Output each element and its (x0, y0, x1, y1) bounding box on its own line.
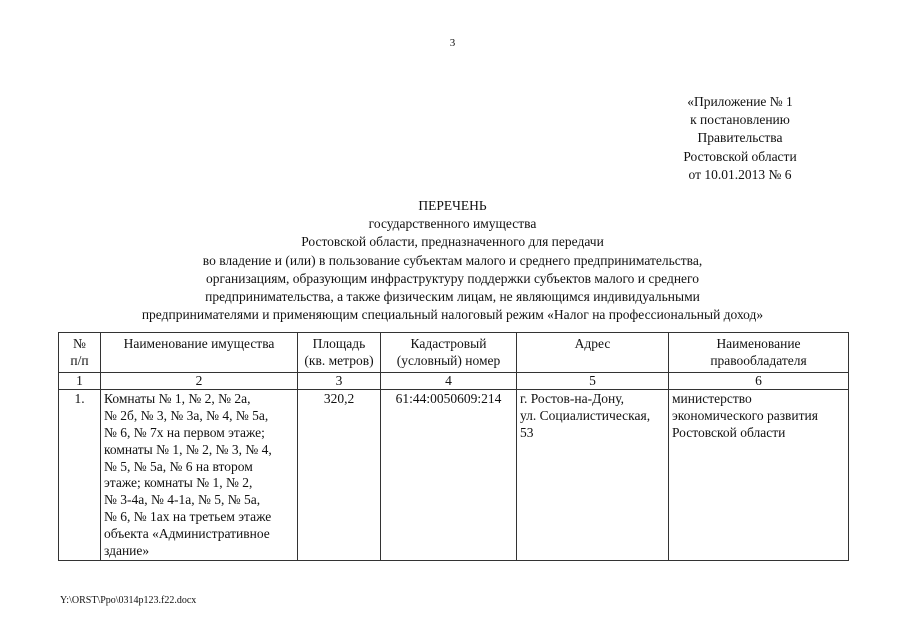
table-header-row (59, 333, 849, 373)
column-number: 6 (669, 372, 849, 390)
column-number: 4 (381, 372, 517, 390)
cadastral-cell: 61:44:0050609:214 (381, 390, 517, 561)
title-line: Ростовской области, предназначенного для передачи (301, 234, 604, 250)
header-area (298, 333, 381, 373)
address-line: 53 (520, 424, 534, 440)
header-text: правообладателя (710, 352, 807, 368)
page-number: 3 (449, 37, 456, 49)
file-path-footer: Y:\ORST\Ppo\0314p123.f22.docx (60, 595, 197, 606)
address-line: ул. Социалистическая, (520, 408, 651, 424)
header-cadastral (381, 333, 517, 373)
property-name-line: этаже; комнаты № 1, № 2, (104, 475, 253, 491)
header-text: Наименование имущества (123, 336, 275, 351)
header-text: Адрес (574, 336, 611, 351)
appendix-line: «Приложение № 1 (687, 94, 793, 109)
header-number (59, 333, 101, 373)
appendix-line: к постановлению (690, 112, 790, 128)
header-property-name (101, 333, 298, 373)
header-text: (условный) номер (396, 352, 501, 368)
column-number-row (59, 372, 849, 390)
title-heading: ПЕРЕЧЕНЬ (418, 198, 487, 213)
address-line: г. Ростов-на-Дону, (520, 391, 625, 407)
header-text: № (73, 336, 86, 351)
header-address (517, 333, 669, 373)
column-number: 5 (517, 372, 669, 390)
property-name-line: № 6, № 1ах на третьем этаже (104, 508, 272, 524)
title-line: государственного имущества (368, 216, 537, 232)
holder-line: министерство (672, 391, 752, 407)
appendix-line: Ростовской области (683, 148, 797, 164)
property-name-line: № 5, № 5а, № 6 на втором (104, 458, 253, 474)
header-text: Площадь (312, 336, 366, 351)
property-name-line: Комнаты № 1, № 2, № 2а, (104, 391, 251, 407)
holder-line: экономического развития (672, 408, 818, 424)
header-text: п/п (70, 352, 89, 368)
appendix-line: Правительства (697, 130, 783, 146)
property-name-line: № 2б, № 3, № 3а, № 4, № 5а, (104, 408, 269, 424)
title-line: организациям, образующим инфраструктуру поддержки субъектов малого и среднего (205, 270, 699, 286)
holder-line: Ростовской области (672, 424, 786, 440)
title-line: предпринимателями и применяющим специальный налоговый режим «Налог на профессиональный доход» (141, 307, 764, 323)
header-holder (669, 333, 849, 373)
property-name-line: здание» (104, 542, 150, 558)
column-number: 1 (59, 372, 101, 390)
document-title (0, 197, 905, 324)
title-line: во владение и (или) в пользование субъектам малого и среднего предпринимательства, (202, 252, 703, 268)
area-cell: 320,2 (298, 390, 381, 561)
property-name-line: объекта «Административное (104, 525, 270, 541)
property-name-line: комнаты № 1, № 2, № 3, № 4, (104, 441, 272, 457)
appendix-reference (640, 93, 840, 184)
appendix-line: от 10.01.2013 № 6 (688, 166, 792, 182)
header-text: (кв. метров) (304, 352, 374, 368)
holder-cell (669, 390, 849, 561)
column-number: 3 (298, 372, 381, 390)
title-line: предпринимательства, а также физическим лицам, не являющимся индивидуальными (205, 289, 700, 305)
property-name-line: № 3-4а, № 4-1а, № 5, № 5а, (104, 492, 261, 508)
column-number: 2 (101, 372, 298, 390)
property-table (58, 332, 849, 561)
header-text: Наименование (716, 336, 801, 351)
property-name-cell (101, 390, 298, 561)
header-text: Кадастровый (410, 336, 487, 351)
address-cell (517, 390, 669, 561)
table-row (59, 390, 849, 561)
row-number: 1. (59, 390, 101, 561)
property-name-line: № 6, № 7х на первом этаже; (104, 424, 265, 440)
